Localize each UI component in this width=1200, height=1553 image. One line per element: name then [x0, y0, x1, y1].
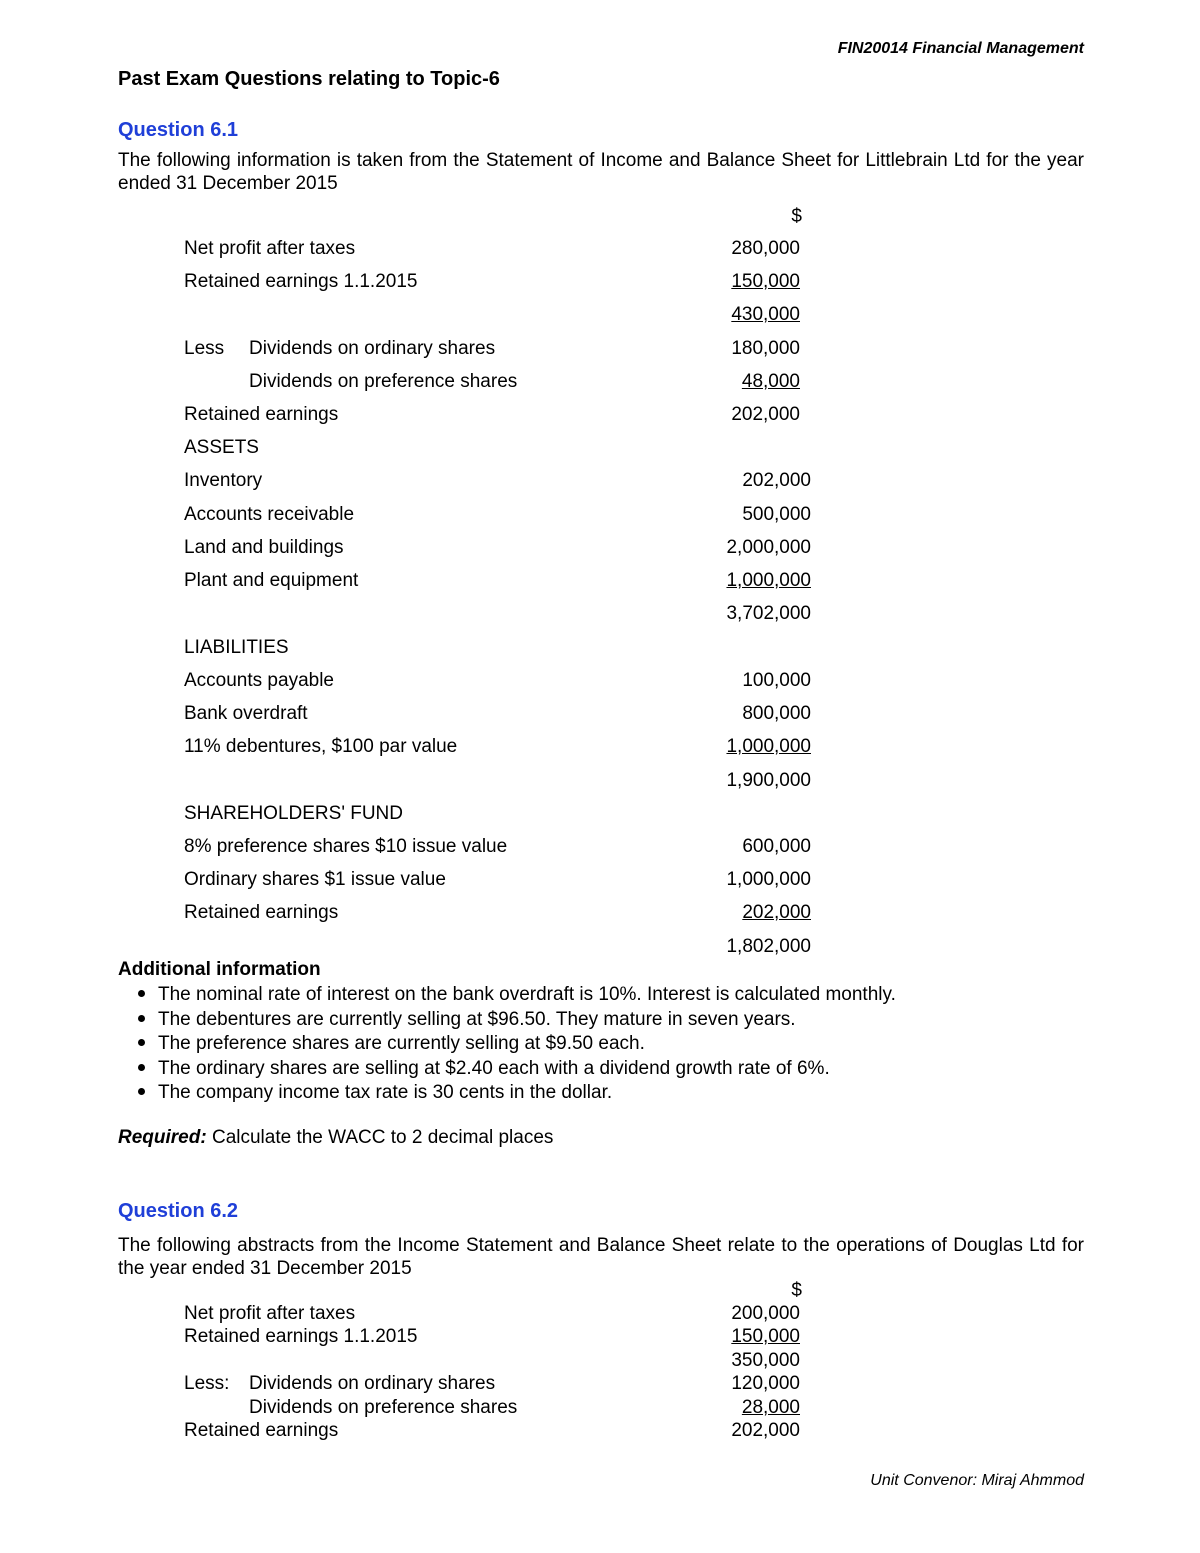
table-row	[0, 603, 1200, 629]
row-label: Dividends on ordinary shares	[249, 1373, 496, 1394]
bullet-icon	[138, 1039, 145, 1046]
row-label: Accounts receivable	[184, 504, 355, 525]
row-label: Dividends on preference shares	[249, 371, 518, 392]
required-statement	[118, 1127, 553, 1149]
table-row	[0, 304, 1200, 330]
total-value: 1,900,000	[726, 770, 811, 791]
row-label: Retained earnings	[184, 404, 339, 425]
table-row	[0, 869, 1200, 895]
question-6-2-title: Question 6.2	[118, 1200, 239, 1222]
row-label: Dividends on ordinary shares	[249, 338, 496, 359]
table-row	[0, 537, 1200, 563]
table-row	[0, 338, 1200, 364]
row-value: 180,000	[731, 338, 800, 359]
question-6-1-title: Question 6.1	[118, 119, 239, 141]
list-item	[118, 1033, 896, 1058]
row-label: Inventory	[184, 470, 263, 491]
bullet-text: The ordinary shares are selling at $2.40 each with a dividend growth rate of 6%.	[158, 1057, 830, 1079]
row-value: 600,000	[742, 836, 811, 857]
section-heading: LIABILITIES	[184, 637, 289, 658]
row-label: 11% debentures, $100 par value	[184, 736, 458, 757]
table-row	[0, 703, 1200, 729]
list-item	[118, 1009, 896, 1034]
table-row	[0, 1373, 1200, 1399]
table-row	[0, 470, 1200, 496]
table-row	[0, 637, 1200, 663]
row-value: 150,000	[731, 271, 800, 292]
table-row	[0, 1420, 1200, 1446]
table-row	[0, 437, 1200, 463]
running-header: FIN20014 Financial Management	[837, 40, 1084, 57]
table-row	[0, 902, 1200, 928]
row-value: 120,000	[731, 1373, 800, 1394]
row-value: 200,000	[731, 1303, 800, 1324]
row-label: Net profit after taxes	[184, 238, 356, 259]
table-row	[0, 770, 1200, 796]
bullet-text: The preference shares are currently selling at $9.50 each.	[158, 1033, 645, 1054]
row-value: 280,000	[731, 238, 800, 259]
row-value: 1,000,000	[726, 869, 811, 890]
row-label: Bank overdraft	[184, 703, 308, 724]
table-row	[0, 404, 1200, 430]
list-item	[118, 1058, 896, 1083]
row-value: 2,000,000	[726, 537, 811, 558]
total-value: 3,702,000	[726, 603, 811, 624]
additional-info-list	[118, 984, 896, 1107]
row-label: Retained earnings 1.1.2015	[184, 271, 418, 292]
row-label: Retained earnings	[184, 902, 339, 923]
table-row	[0, 570, 1200, 596]
row-label: Plant and equipment	[184, 570, 359, 591]
table-row	[0, 736, 1200, 762]
bullet-icon	[138, 1064, 145, 1071]
row-value: 150,000	[731, 1326, 800, 1347]
list-item	[118, 1082, 896, 1107]
bullet-icon	[138, 1015, 145, 1022]
row-value: 1,000,000	[726, 736, 811, 757]
additional-info-heading: Additional information	[118, 959, 321, 980]
list-item	[118, 984, 896, 1009]
bullet-icon	[138, 1088, 145, 1095]
currency-header: $	[791, 206, 802, 227]
row-label: Retained earnings	[184, 1420, 339, 1441]
row-value: 202,000	[731, 404, 800, 425]
row-value: 202,000	[731, 1420, 800, 1441]
table-row	[0, 1326, 1200, 1352]
less-label: Less	[184, 338, 225, 359]
row-value: 202,000	[742, 470, 811, 491]
row-value: 48,000	[741, 371, 800, 392]
section-heading: SHAREHOLDERS' FUND	[184, 803, 403, 824]
bullet-icon	[138, 990, 145, 997]
row-value: 1,000,000	[726, 570, 811, 591]
page-title: Past Exam Questions relating to Topic-6	[118, 68, 500, 90]
bullet-text: The debentures are currently selling at $96.50. They mature in seven years.	[158, 1008, 796, 1030]
table-row	[0, 836, 1200, 862]
total-value: 1,802,000	[726, 936, 811, 957]
row-label: 8% preference shares $10 issue value	[184, 836, 508, 857]
currency-header: $	[791, 1280, 802, 1301]
table-row	[0, 803, 1200, 829]
table-row	[0, 206, 1200, 232]
question-6-1-intro: The following information is taken from the Statement of Income and Balance Sheet for Littlebrain Ltd for the year ended 31 December 2015	[118, 150, 1084, 194]
table-row	[0, 371, 1200, 397]
bullet-text: The company income tax rate is 30 cents in the dollar.	[158, 1082, 613, 1103]
row-label: Land and buildings	[184, 537, 344, 558]
table-row	[0, 670, 1200, 696]
row-label: Dividends on preference shares	[249, 1397, 518, 1418]
row-value: 202,000	[742, 902, 811, 923]
table-row	[0, 504, 1200, 530]
row-value: 28,000	[741, 1397, 800, 1418]
table-row	[0, 271, 1200, 297]
required-label: Required:	[118, 1127, 207, 1148]
subtotal-value: 350,000	[731, 1350, 800, 1371]
row-label: Retained earnings 1.1.2015	[184, 1326, 418, 1347]
row-label: Ordinary shares $1 issue value	[184, 869, 446, 890]
row-value: 800,000	[742, 703, 811, 724]
section-heading: ASSETS	[184, 437, 259, 458]
table-row	[0, 238, 1200, 264]
subtotal-value: 430,000	[731, 304, 800, 325]
running-footer: Unit Convenor: Miraj Ahmmod	[870, 1472, 1084, 1489]
bullet-text: The nominal rate of interest on the bank overdraft is 10%. Interest is calculated monthly.	[158, 984, 896, 1005]
required-text: Calculate the WACC to 2 decimal places	[206, 1127, 554, 1148]
question-6-2-intro: The following abstracts from the Income Statement and Balance Sheet relate to the operations of Douglas Ltd for the year ended 31 December 2015	[118, 1235, 1084, 1279]
row-value: 500,000	[742, 504, 811, 525]
row-value: 100,000	[742, 670, 811, 691]
row-label: Accounts payable	[184, 670, 334, 691]
row-label: Net profit after taxes	[184, 1303, 356, 1324]
less-label: Less:	[184, 1373, 230, 1394]
